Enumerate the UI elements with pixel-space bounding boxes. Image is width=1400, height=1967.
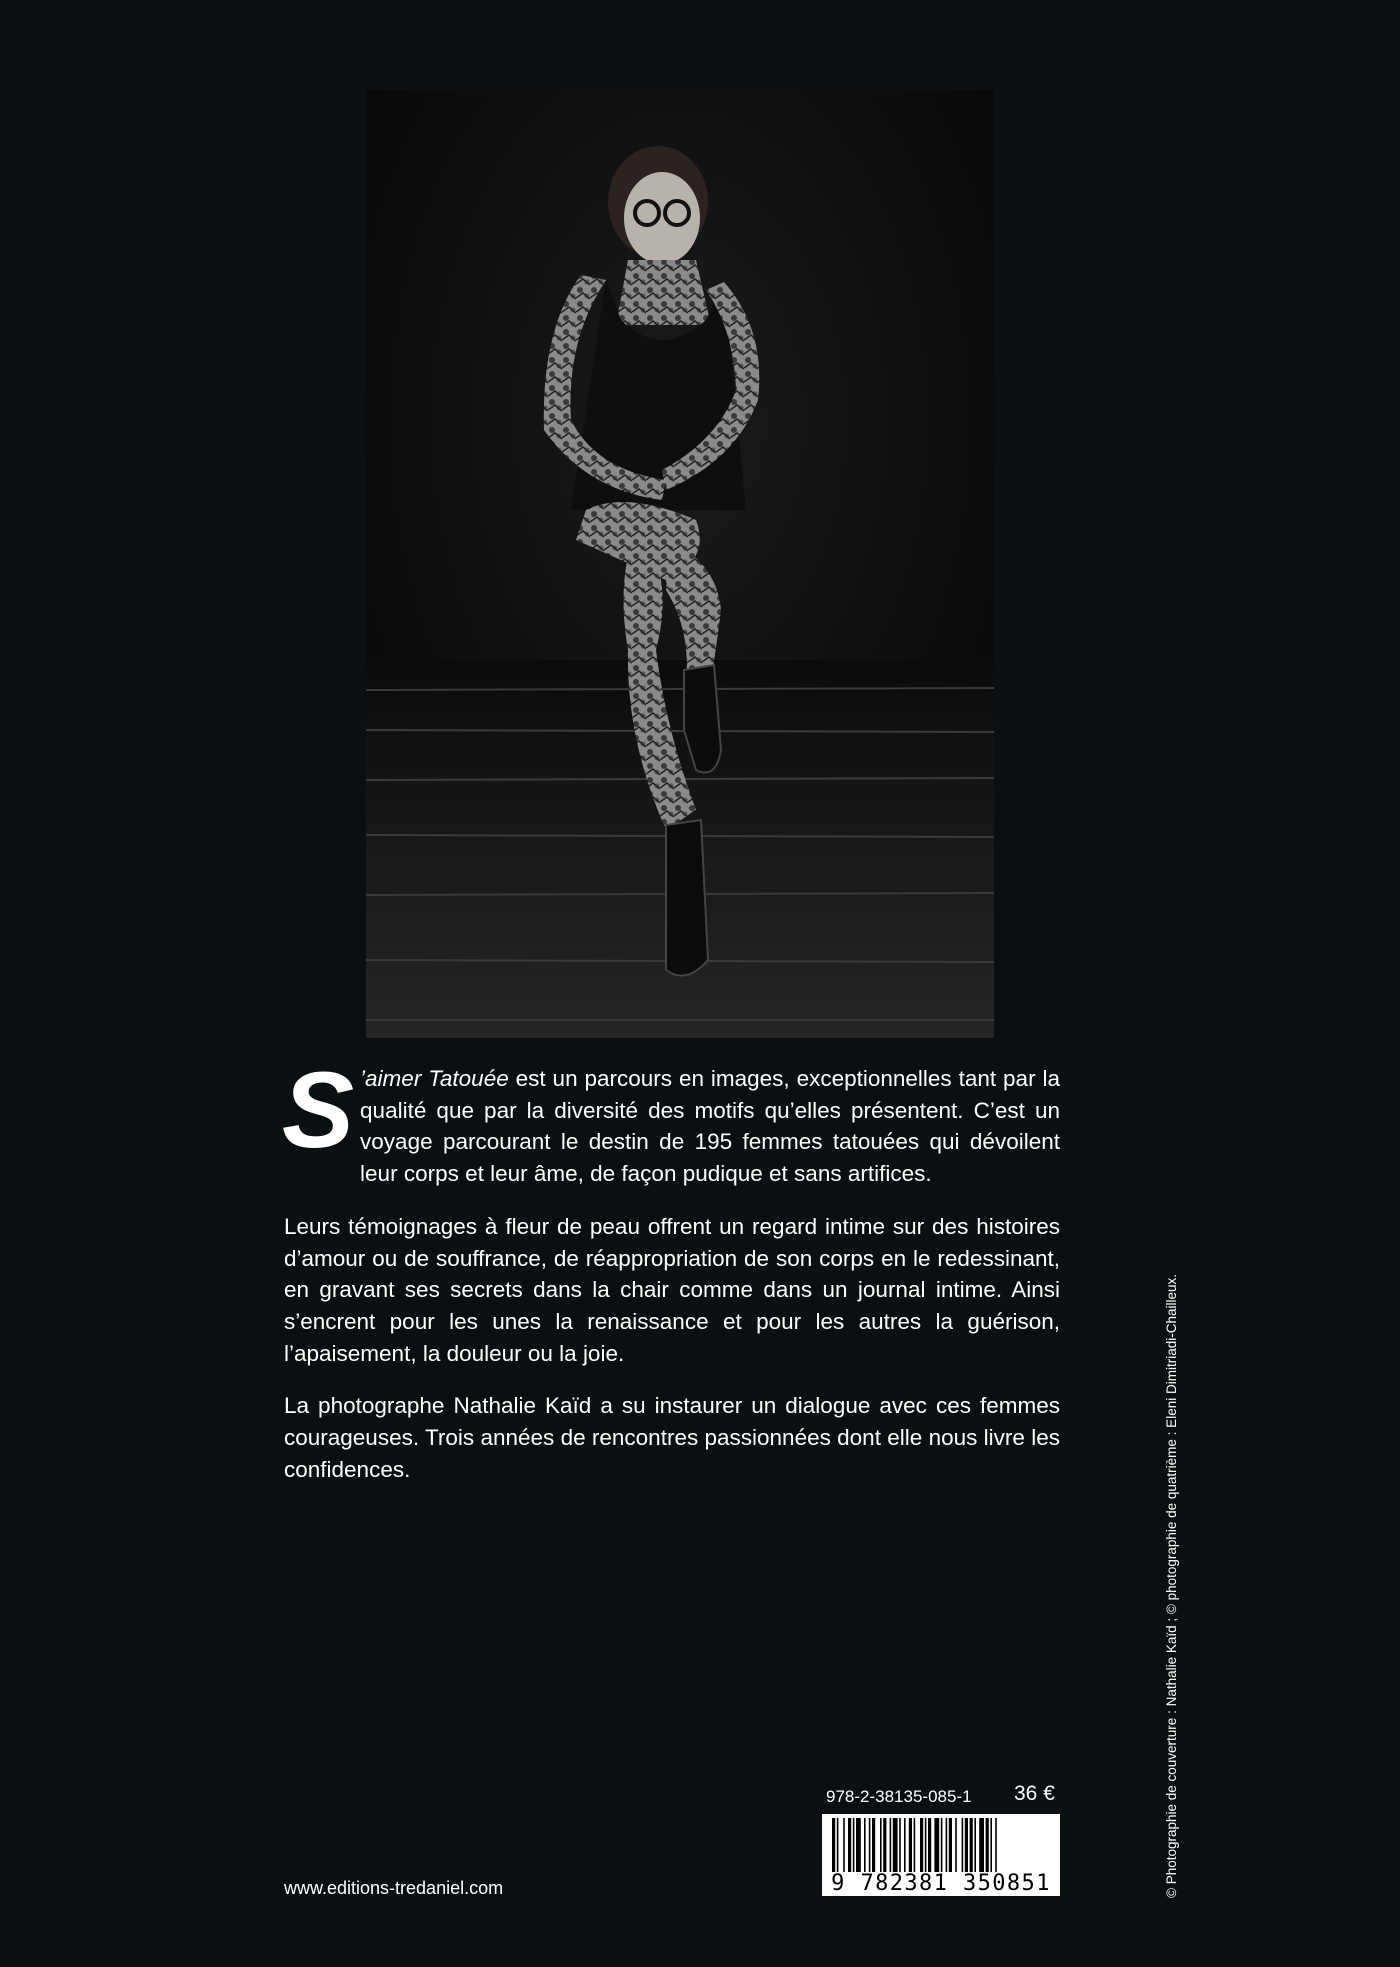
photo-credit: © Photographie de couverture : Nathalie Kaïd ; © photographie de quatrième : Eleni Dimitriadi-Chailleux. (1164, 1274, 1179, 1898)
price: 36 € (1014, 1782, 1055, 1805)
back-cover-text (282, 1049, 1060, 1506)
portrait-photo (366, 90, 994, 1038)
book-title-italic: ’aimer Tatouée (360, 1066, 509, 1091)
barcode-bars (822, 1814, 1060, 1874)
drop-cap: S (282, 1049, 355, 1170)
paragraph-2: Leurs témoignages à fleur de peau offrent un regard intime sur des histoires d’amour ou de souffrance, de réappropriation de son corps en le redessinant, en gravant ses secrets dans la chair comme dans un journal intime. Ainsi s’encrent pour les unes la renaissance et pour les autres la guérison, l’apaisement, la douleur ou la joie. (284, 1213, 1060, 1366)
isbn-number: 978-2-38135-085-1 (826, 1787, 972, 1806)
paragraph-3: La photographe Nathalie Kaïd a su instaurer un dialogue avec ces femmes courageuses. Trois années de rencontres passionnées dont elle nous livre les confidences. (284, 1393, 1060, 1482)
barcode (822, 1814, 1060, 1896)
publisher-website: www.editions-tredaniel.com (284, 1878, 504, 1898)
paragraph-1 (282, 1049, 1060, 1190)
paragraph-1-text: est un parcours en images, exceptionnelles tant par la qualité que par la diversité des motifs qu’elles présentent. C’est un voyage parcourant le destin de 195 femmes tatouées qui dévoilent leur corps et leur âme, de façon pudique et sans artifices. (360, 1066, 1060, 1187)
barcode-digits: 9 782381 350851 (822, 1872, 1060, 1896)
